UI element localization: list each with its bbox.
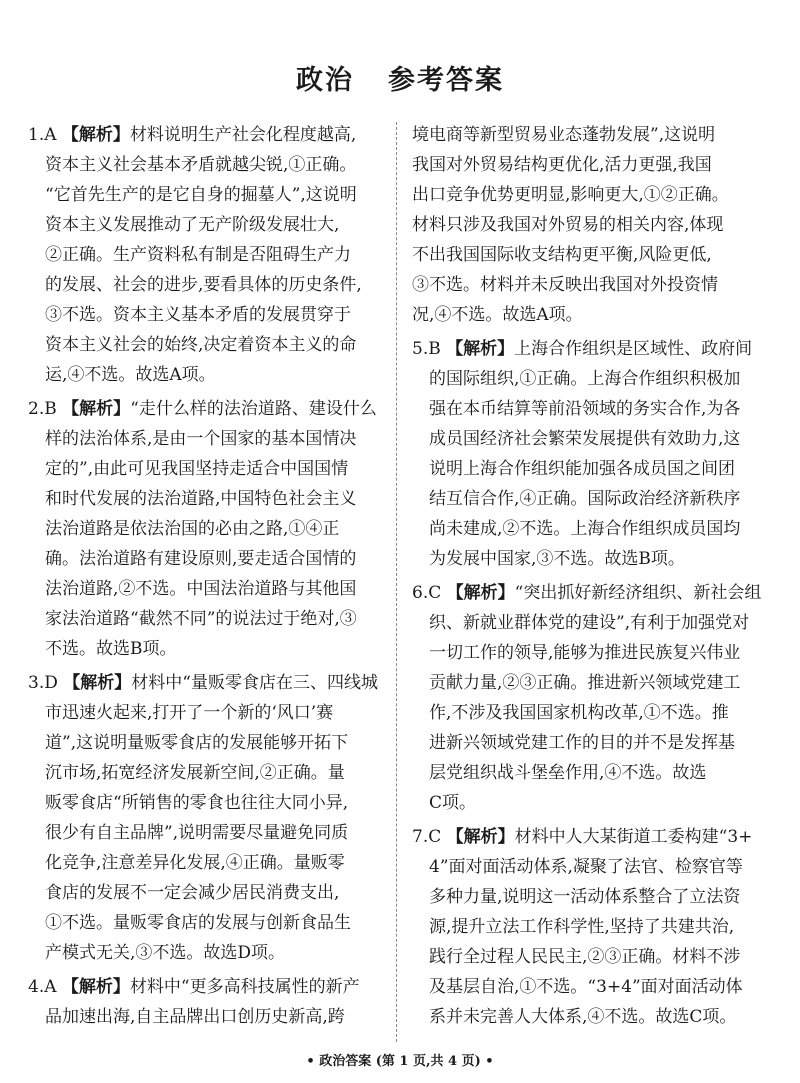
answer-line xyxy=(28,972,390,1002)
answer-text: 践行全过程人民民主,②③正确。材料不涉 xyxy=(429,947,741,967)
answer-text: 强在本币结算等前沿领域的务实合作,为各 xyxy=(429,399,741,419)
answer-line xyxy=(412,972,774,1002)
answer-line xyxy=(28,394,390,424)
answer-number: 2.B xyxy=(28,399,63,419)
answer-line xyxy=(28,544,390,574)
answer-line xyxy=(28,728,390,758)
answer-text: 织、新就业群体党的建设”,有利于加强党对 xyxy=(429,613,750,633)
answer-number: 4.A xyxy=(28,977,62,997)
answer-line: ③不选。材料并未反映出我国对外投资情 xyxy=(412,275,718,295)
answer-line xyxy=(28,878,390,908)
column-divider xyxy=(396,122,397,1042)
answer-text: 一切工作的领导,能够为推进民族复兴伟业 xyxy=(429,643,741,663)
answer-text: “它首先生产的是它自身的掘墓人”,这说明 xyxy=(45,185,357,205)
answer-text: 成员国经济社会繁荣发展提供有效助力,这 xyxy=(429,429,741,449)
answer-line xyxy=(28,848,390,878)
answer-line xyxy=(412,608,774,638)
answer-number: 6.C xyxy=(412,583,447,603)
answer-line xyxy=(412,424,774,454)
answer-line xyxy=(28,120,390,150)
answer-text: 的国际组织,①正确。上海合作组织积极加 xyxy=(429,369,741,389)
answer-text: 的发展、社会的进步,要看具体的历史条件, xyxy=(45,275,362,295)
answer-text: 品加速出海,自主品牌出口创历史新高,跨 xyxy=(45,1007,345,1027)
answer-item xyxy=(28,120,390,390)
answer-line: 出口竞争优势更明显,影响更大,①②正确。 xyxy=(412,185,729,205)
answer-line xyxy=(28,454,390,484)
answer-text: 食店的发展不一定会减少居民消费支出, xyxy=(45,883,340,903)
analysis-tag: 【解析】 xyxy=(446,583,515,603)
answer-line xyxy=(28,240,390,270)
answer-line xyxy=(412,912,774,942)
answer-line xyxy=(28,668,390,698)
title-subject: 政治 xyxy=(296,65,354,96)
answer-line xyxy=(412,484,774,514)
answer-line xyxy=(28,514,390,544)
answer-text: 市迅速火起来,打开了一个新的‘风口’赛 xyxy=(45,703,334,723)
answer-number: 7.C xyxy=(412,827,447,847)
answer-text: 很少有自主品牌”,说明需要尽量避免同质 xyxy=(45,823,349,843)
answer-text: 源,提升立法工作科学性,坚持了共建共治, xyxy=(429,917,735,937)
answer-number: 5.B xyxy=(412,339,447,359)
answer-text: 运,④不选。故选A项。 xyxy=(45,365,216,385)
answer-line xyxy=(28,574,390,604)
answer-line xyxy=(412,364,774,394)
answer-text: 贩零食店“所销售的零食也往往大同小异, xyxy=(45,793,349,813)
answer-line xyxy=(28,330,390,360)
right-column xyxy=(412,120,774,1036)
page-footer: • 政治答案 (第 1 页,共 4 页) • xyxy=(306,1054,494,1069)
answer-line xyxy=(412,882,774,912)
answer-text: 多种力量,说明这一活动体系整合了立法资 xyxy=(429,887,741,907)
answer-text: 结互信合作,④正确。国际政治经济新秩序 xyxy=(429,489,741,509)
answer-line xyxy=(28,270,390,300)
answer-text: ②正确。生产资料私有制是否阻碍生产力 xyxy=(45,245,351,265)
answer-line xyxy=(28,698,390,728)
answer-item xyxy=(28,668,390,968)
answer-text: “突出抓好新经济组织、新社会组 xyxy=(514,583,762,603)
answer-line xyxy=(412,334,774,364)
answer-line xyxy=(28,150,390,180)
answer-line xyxy=(28,908,390,938)
answer-text: 和时代发展的法治道路,中国特色社会主义 xyxy=(45,489,357,509)
answer-line xyxy=(412,514,774,544)
answer-line xyxy=(28,180,390,210)
answer-text: 及基层自治,①不选。“3+4”面对面活动体 xyxy=(429,977,743,997)
answer-number: 1.A xyxy=(28,125,62,145)
answer-text: 4”面对面活动体系,凝聚了法官、检察官等 xyxy=(429,857,743,877)
answer-item xyxy=(28,972,390,1032)
answer-line xyxy=(412,454,774,484)
answer-line xyxy=(28,210,390,240)
answer-text: 说明上海合作组织能加强各成员国之间团 xyxy=(429,459,735,479)
answer-line xyxy=(28,360,390,390)
answer-text: 贡献力量,②③正确。推进新兴领域党建工 xyxy=(429,673,741,693)
answer-text: 材料中人大某街道工委构建“3+ xyxy=(514,827,753,847)
analysis-tag: 【解析】 xyxy=(63,673,132,693)
answer-text: 系并未完善人大体系,④不选。故选C项。 xyxy=(429,1007,737,1027)
answer-text: 尚未建成,②不选。上海合作组织成员国均 xyxy=(429,519,741,539)
answer-line: 况,④不选。故选A项。 xyxy=(412,305,583,325)
answer-text: 样的法治体系,是由一个国家的基本国情决 xyxy=(45,429,357,449)
answer-line xyxy=(412,942,774,972)
answer-text: 资本主义社会的始终,决定着资本主义的命 xyxy=(45,335,357,355)
answer-line xyxy=(412,544,774,574)
analysis-tag: 【解析】 xyxy=(61,125,130,145)
answer-line xyxy=(412,758,774,788)
answer-text: ③不选。资本主义基本矛盾的发展贯穿于 xyxy=(45,305,351,325)
answer-text: 化竞争,注意差异化发展,④正确。量贩零 xyxy=(45,853,345,873)
answer-text: 材料中“更多高科技属性的新产 xyxy=(129,977,360,997)
answer-line xyxy=(28,634,390,664)
answer-line xyxy=(412,852,774,882)
answer-text: “走什么样的法治道路、建设什么 xyxy=(130,399,377,419)
answer-line xyxy=(28,818,390,848)
answer-number: 3.D xyxy=(28,673,64,693)
answer-line xyxy=(412,822,774,852)
analysis-tag: 【解析】 xyxy=(61,977,130,997)
answer-text: 法治道路是依法治国的必由之路,①④正 xyxy=(45,519,340,539)
answer-text: 定的”,由此可见我国坚持走适合中国国情 xyxy=(45,459,349,479)
answer-line xyxy=(28,938,390,968)
answer-line xyxy=(412,698,774,728)
answer-line xyxy=(28,758,390,788)
answer-line: 不出我国国际收支结构更平衡,风险更低, xyxy=(412,245,712,265)
answer-line: 材料只涉及我国对外贸易的相关内容,体现 xyxy=(412,215,724,235)
answer-text: 层党组织战斗堡垒作用,④不选。故选 xyxy=(429,763,707,783)
answer-text: 作,不涉及我国国家机构改革,①不选。推 xyxy=(429,703,729,723)
left-column xyxy=(28,120,390,1036)
title-answers: 参考答案 xyxy=(388,65,504,96)
answer-text: 道”,这说明量贩零食店的发展能够开拓下 xyxy=(45,733,349,753)
answer-line xyxy=(412,638,774,668)
answer-text: 资本主义发展推动了无产阶级发展壮大, xyxy=(45,215,340,235)
answer-line xyxy=(412,394,774,424)
answer-text: 材料说明生产社会化程度越高, xyxy=(129,125,357,145)
answer-line: 境电商等新型贸易业态蓬勃发展”,这说明 xyxy=(412,125,716,145)
answer-item xyxy=(412,578,774,818)
page-title xyxy=(0,58,800,97)
continued-answer xyxy=(412,120,774,330)
answer-item xyxy=(28,394,390,664)
answer-line xyxy=(28,300,390,330)
answer-text: C项。 xyxy=(429,793,477,813)
answer-text: 家法治道路“截然不同”的说法过于绝对,③ xyxy=(45,609,357,629)
answer-line xyxy=(412,728,774,758)
analysis-tag: 【解析】 xyxy=(62,399,131,419)
answer-line xyxy=(28,484,390,514)
answer-line xyxy=(28,424,390,454)
analysis-tag: 【解析】 xyxy=(446,827,515,847)
answer-line xyxy=(412,578,774,608)
answer-item xyxy=(412,334,774,574)
answer-text: 为发展中国家,③不选。故选B项。 xyxy=(429,549,685,569)
answer-line xyxy=(28,788,390,818)
answer-text: 法治道路,②不选。中国法治道路与其他国 xyxy=(45,579,357,599)
answer-text: 沉市场,拓宽经济发展新空间,②正确。量 xyxy=(45,763,345,783)
answer-text: 材料中“量贩零食店在三、四线城 xyxy=(131,673,378,693)
answer-line xyxy=(412,788,774,818)
answer-text: 不选。故选B项。 xyxy=(45,639,177,659)
answer-text: 上海合作组织是区域性、政府间 xyxy=(514,339,753,359)
answer-item xyxy=(412,822,774,1032)
answer-line: 我国对外贸易结构更优化,活力更强,我国 xyxy=(412,155,712,175)
analysis-tag: 【解析】 xyxy=(446,339,515,359)
answer-line xyxy=(412,668,774,698)
answer-text: 进新兴领域党建工作的目的并不是发挥基 xyxy=(429,733,735,753)
answer-text: 资本主义社会基本矛盾就越尖锐,①正确。 xyxy=(45,155,357,175)
answer-line xyxy=(28,1002,390,1032)
answer-line xyxy=(28,604,390,634)
answer-text: ①不选。量贩零食店的发展与创新食品生 xyxy=(45,913,351,933)
answer-text: 产模式无关,③不选。故选D项。 xyxy=(45,943,286,963)
answer-text: 确。法治道路有建设原则,要走适合国情的 xyxy=(45,549,357,569)
answer-line xyxy=(412,1002,774,1032)
